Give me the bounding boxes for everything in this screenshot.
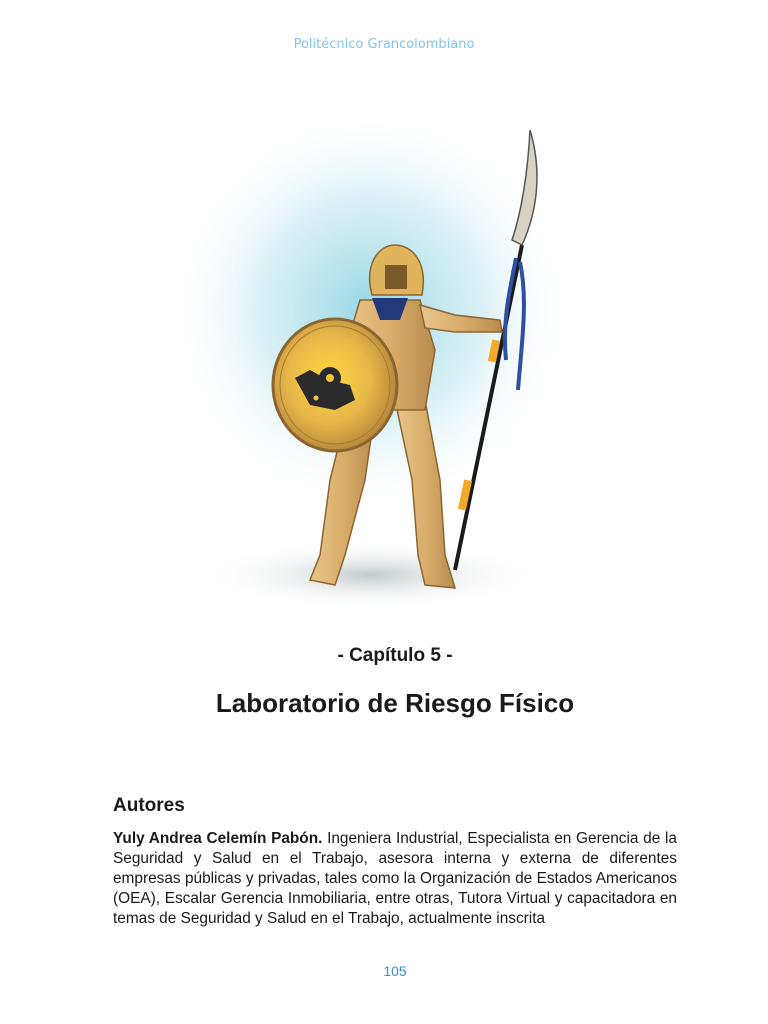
warrior-illustration [150, 100, 600, 620]
author-description: Ingeniera Industrial, Especialista en Gerencia de la Seguridad y Salud en el Trabajo, asesora interna y externa de diferentes empresas públicas y privadas, tales como la Organización de Estados Americanos (OEA), Escalar Gerencia Inmobiliaria, entre otras, Tutora Virtual y capacitadora en temas de Seguridad y Salud en el Trabajo, actualmente inscrita [113, 830, 677, 927]
running-header: Politécnico Grancolombiano [293, 37, 475, 52]
shield-icon [273, 319, 397, 451]
author-bio [113, 829, 677, 929]
authors-heading: Autores [113, 795, 185, 816]
chapter-number: - Capítulo 5 - [337, 645, 453, 666]
author-name: Yuly Andrea Celemín Pabón. [113, 830, 323, 847]
chapter-title: Laboratorio de Riesgo Físico [215, 688, 575, 718]
page-number: 105 [383, 963, 407, 979]
